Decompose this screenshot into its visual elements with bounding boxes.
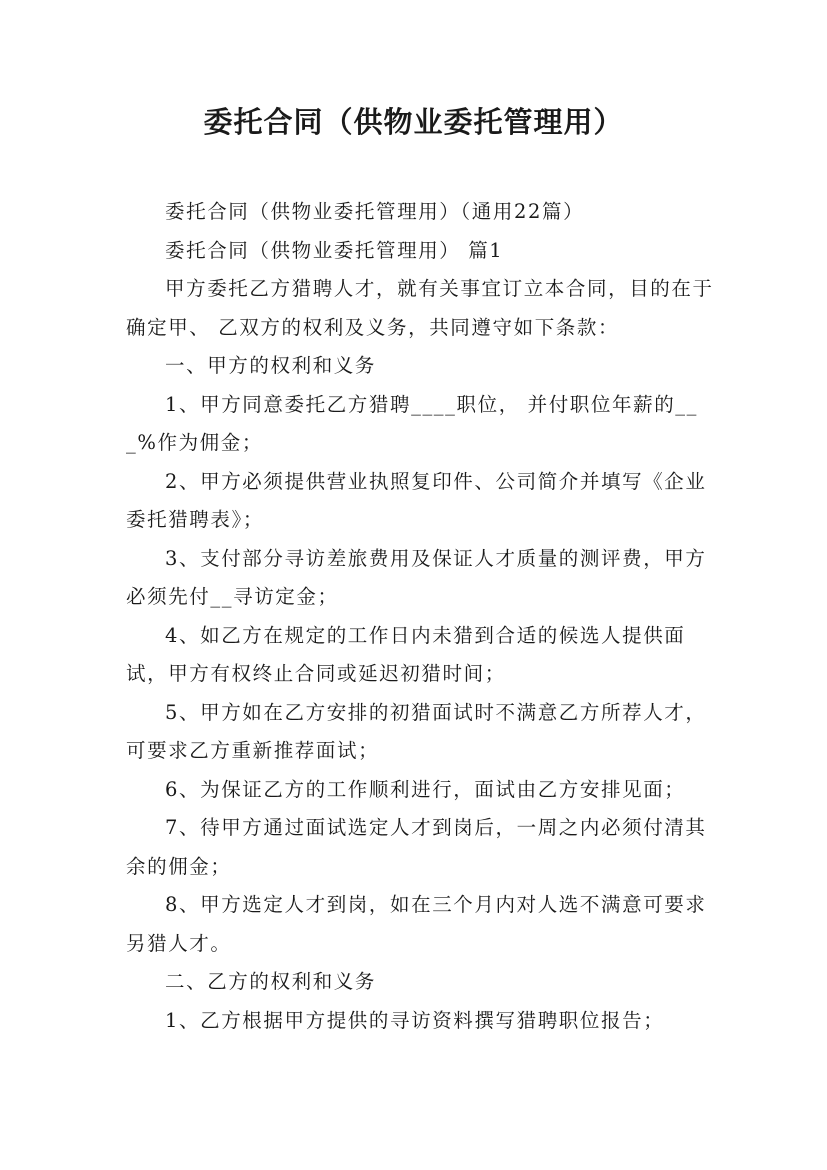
- chapter-heading: 委托合同（供物业委托管理用） 篇1: [165, 238, 504, 262]
- clause-a-4: 4、如乙方在规定的工作日内未猎到合适的候选人提供面试，甲方有权终止合同或延迟初猎时间；: [126, 623, 686, 685]
- document-body: [126, 193, 716, 1040]
- clause-a-1: 1、甲方同意委托乙方猎聘____职位， 并付职位年薪的___%作为佣金；: [126, 392, 699, 454]
- document-title: 委托合同（供物业委托管理用）: [203, 105, 624, 139]
- section-heading-party-a: 一、甲方的权利和义务: [165, 354, 377, 377]
- section-heading-party-b: 二、乙方的权利和义务: [165, 970, 377, 993]
- clause-a-7: 7、待甲方通过面试选定人才到岗后，一周之内必须付清其余的佣金；: [126, 816, 707, 878]
- clause-a-2: 2、甲方必须提供营业执照复印件、公司简介并填写《企业委托猎聘表》；: [126, 469, 707, 531]
- clause-b-1: 1、乙方根据甲方提供的寻访资料撰写猎聘职位报告；: [165, 1008, 665, 1032]
- intro-paragraph: 甲方委托乙方猎聘人才，就有关事宜订立本合同，目的在于确定甲、 乙双方的权利及义务，共同遵守如下条款：: [126, 277, 714, 339]
- clause-a-6: 6、为保证乙方的工作顺利进行，面试由乙方安排见面；: [165, 777, 686, 801]
- clause-a-8: 8、甲方选定人才到岗，如在三个月内对人选不满意可要求另猎人才。: [126, 893, 707, 955]
- clause-a-5: 5、甲方如在乙方安排的初猎面试时不满意乙方所荐人才，可要求乙方重新推荐面试；: [126, 700, 707, 762]
- document-subtitle: 委托合同（供物业委托管理用）（通用22篇）: [165, 200, 585, 223]
- clause-a-3: 3、支付部分寻访差旅费用及保证人才质量的测评费，甲方必须先付__寻访定金；: [126, 546, 707, 608]
